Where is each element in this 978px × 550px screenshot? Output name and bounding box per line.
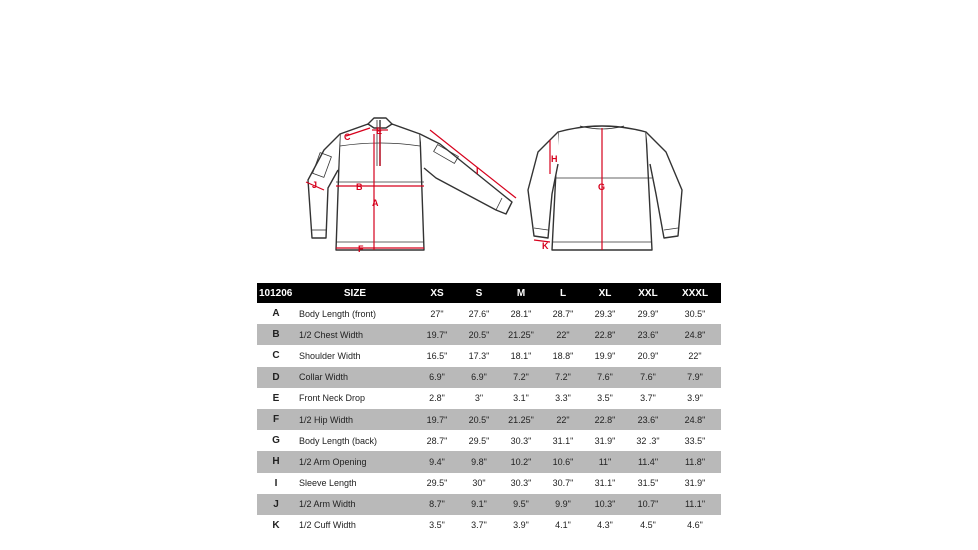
- table-row: [257, 324, 721, 345]
- measurement-value: 27": [430, 308, 444, 319]
- measurement-value: 30.3": [510, 435, 532, 446]
- measurement-value: 30.3": [510, 478, 532, 489]
- measurement-value: 22": [543, 324, 583, 345]
- front-view-shirt: [308, 118, 512, 250]
- measurement-value: 7.6": [627, 367, 669, 388]
- table-row: [257, 515, 721, 536]
- measurement-value: 8.7": [415, 494, 459, 515]
- table-row: [257, 303, 721, 324]
- measurement-value: 20.5": [459, 409, 499, 430]
- table-row: [257, 494, 721, 515]
- table-row: [257, 367, 721, 388]
- measurement-value: 21.25": [499, 324, 543, 345]
- size-chart-table: [257, 283, 721, 536]
- measurement-value: 10.2": [499, 451, 543, 472]
- measurement-letter: H: [257, 451, 295, 472]
- measurement-letter: I: [274, 477, 278, 489]
- label-f: F: [358, 244, 364, 254]
- size-column-header: XS: [415, 283, 459, 303]
- measurement-value: 3.5": [597, 393, 613, 404]
- measurement-value: 22": [688, 350, 702, 361]
- measurement-value: 31.5": [637, 478, 659, 489]
- measurement-value: 31.1": [594, 478, 616, 489]
- size-header-row: [257, 283, 721, 303]
- table-row: [257, 430, 721, 451]
- measurement-name: Body Length (back): [299, 435, 378, 446]
- measurement-value: 24.8": [669, 324, 721, 345]
- measurement-value: 11": [583, 451, 627, 472]
- measurement-value: 3.3": [555, 393, 571, 404]
- label-j: J: [312, 180, 318, 190]
- table-row: [257, 388, 721, 409]
- product-code-header: 101206: [257, 283, 295, 303]
- measurement-name: Collar Width: [295, 367, 415, 388]
- measurement-value: 11.8": [669, 451, 721, 472]
- measurement-value: 19.7": [415, 409, 459, 430]
- measurement-value: 3.1": [513, 393, 529, 404]
- measurement-value: 20.5": [459, 324, 499, 345]
- measurement-name: 1/2 Chest Width: [295, 324, 415, 345]
- measurement-value: 4.5": [640, 520, 656, 531]
- measurement-value: 11.4": [627, 451, 669, 472]
- measurement-value: 7.6": [583, 367, 627, 388]
- measurement-value: 2.8": [429, 393, 445, 404]
- measurement-value: 3.5": [429, 520, 445, 531]
- measurement-name: Body Length (front): [299, 308, 377, 319]
- size-column-header: XXL: [627, 283, 669, 303]
- measurement-letter: C: [272, 350, 280, 362]
- measurement-value: 6.9": [459, 367, 499, 388]
- table-row: [257, 451, 721, 472]
- measurement-value: 4.6": [687, 520, 703, 531]
- label-b: B: [356, 182, 363, 192]
- label-h: H: [551, 154, 558, 164]
- measurement-name: 1/2 Arm Opening: [295, 451, 415, 472]
- measurement-value: 22.8": [583, 324, 627, 345]
- measurement-letter: E: [272, 392, 280, 404]
- measurement-letter: A: [272, 308, 280, 320]
- measurement-value: 10.7": [627, 494, 669, 515]
- measurement-name: 1/2 Arm Width: [295, 494, 415, 515]
- measurement-value: 22.8": [583, 409, 627, 430]
- measurement-value: 10.6": [543, 451, 583, 472]
- measurement-value: 29.5": [468, 435, 490, 446]
- table-row: [257, 473, 721, 494]
- measurement-value: 9.1": [459, 494, 499, 515]
- measurement-letter: G: [272, 435, 280, 447]
- measurement-value: 16.5": [426, 350, 448, 361]
- measurement-value: 28.7": [426, 435, 448, 446]
- size-header: SIZE: [295, 283, 415, 303]
- size-column-header: XXXL: [669, 283, 721, 303]
- measurement-value: 7.2": [543, 367, 583, 388]
- measurement-value: 11.1": [669, 494, 721, 515]
- measurement-value: 4.3": [597, 520, 613, 531]
- measurement-value: 17.3": [468, 350, 490, 361]
- label-c: C: [344, 132, 351, 142]
- measurement-value: 31.9": [594, 435, 616, 446]
- measurement-letter: F: [257, 409, 295, 430]
- measurement-value: 30": [472, 478, 486, 489]
- measurement-letter: K: [272, 519, 280, 531]
- measurement-value: 28.7": [552, 308, 574, 319]
- measurement-value: 30.5": [684, 308, 706, 319]
- label-i: I: [476, 166, 479, 176]
- size-chart-body: [257, 303, 721, 536]
- measurement-value: 31.1": [552, 435, 574, 446]
- measurement-value: 6.9": [415, 367, 459, 388]
- measurement-value: 28.1": [510, 308, 532, 319]
- measurement-value: 33.5": [684, 435, 706, 446]
- measurement-letter: J: [257, 494, 295, 515]
- measurement-value: 4.1": [555, 520, 571, 531]
- table-row: [257, 409, 721, 430]
- measurement-letter: D: [257, 367, 295, 388]
- measurement-value: 19.9": [594, 350, 616, 361]
- measurement-name: Front Neck Drop: [299, 393, 366, 404]
- measurement-value: 29.3": [594, 308, 616, 319]
- measurement-value: 29.9": [637, 308, 659, 319]
- label-g: G: [598, 182, 606, 192]
- label-k: K: [542, 241, 549, 251]
- measurement-value: 20.9": [637, 350, 659, 361]
- measurement-name: 1/2 Hip Width: [295, 409, 415, 430]
- measurement-value: 30.7": [552, 478, 574, 489]
- measurement-value: 29.5": [426, 478, 448, 489]
- measurement-name: Sleeve Length: [299, 478, 357, 489]
- measurement-letter: B: [257, 324, 295, 345]
- measurement-value: 18.1": [510, 350, 532, 361]
- measurement-name: Shoulder Width: [299, 350, 361, 361]
- size-column-header: XL: [583, 283, 627, 303]
- measurement-value: 9.9": [543, 494, 583, 515]
- measurement-value: 24.8": [669, 409, 721, 430]
- label-e: E: [376, 126, 383, 136]
- label-a: A: [372, 198, 379, 208]
- garment-measurement-diagram: [290, 110, 700, 270]
- measurement-name: 1/2 Cuff Width: [299, 520, 356, 531]
- measurement-value: 7.9": [669, 367, 721, 388]
- measurement-value: 3.7": [471, 520, 487, 531]
- measurement-value: 3.9": [513, 520, 529, 531]
- table-row: [257, 345, 721, 366]
- measurement-value: 32 .3": [636, 435, 660, 446]
- measurement-value: 23.6": [627, 324, 669, 345]
- measurement-value: 27.6": [468, 308, 490, 319]
- measurement-value: 21.25": [499, 409, 543, 430]
- measurement-value: 19.7": [415, 324, 459, 345]
- measurement-value: 9.4": [415, 451, 459, 472]
- measurement-value: 23.6": [627, 409, 669, 430]
- measurement-value: 3": [474, 393, 484, 404]
- measurement-value: 22": [543, 409, 583, 430]
- size-column-header: M: [499, 283, 543, 303]
- measurement-value: 31.9": [684, 478, 706, 489]
- size-column-header: L: [543, 283, 583, 303]
- measurement-value: 9.5": [499, 494, 543, 515]
- measurement-value: 18.8": [552, 350, 574, 361]
- measurement-value: 9.8": [459, 451, 499, 472]
- measurement-value: 10.3": [583, 494, 627, 515]
- size-column-header: S: [459, 283, 499, 303]
- measurement-value: 3.7": [640, 393, 656, 404]
- measurement-value: 7.2": [499, 367, 543, 388]
- measurement-value: 3.9": [687, 393, 703, 404]
